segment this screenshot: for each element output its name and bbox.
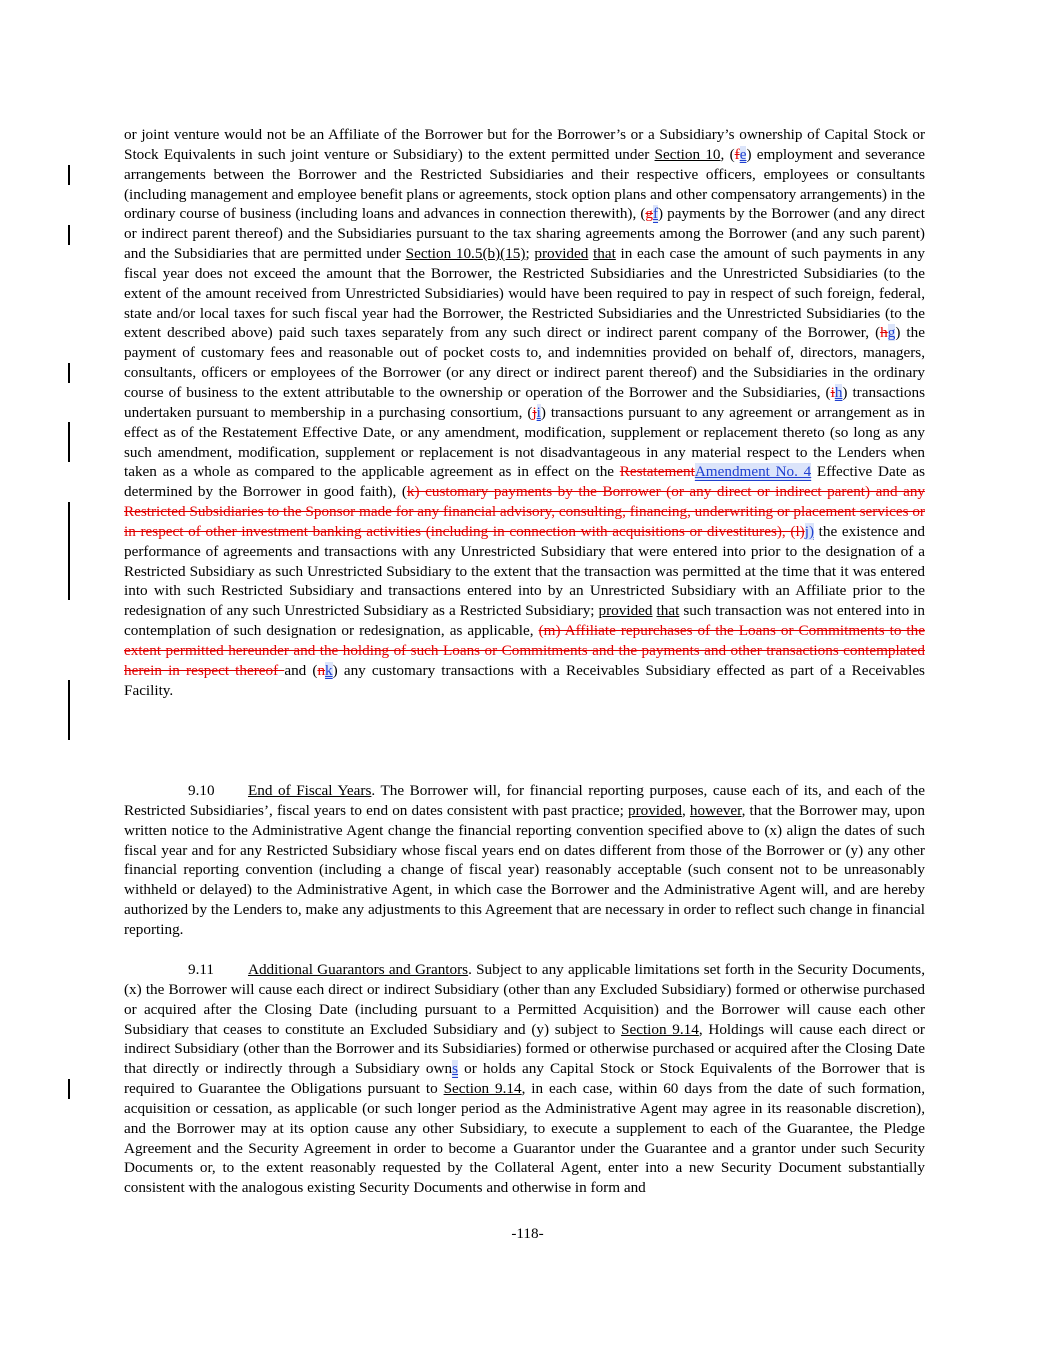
inserted-text: i — [536, 403, 541, 421]
deleted-text: Restatement — [619, 463, 695, 481]
section-reference: Section 10 — [654, 145, 721, 163]
inserted-text: h — [834, 383, 843, 401]
deleted-text: g — [645, 205, 653, 223]
section-9-10: 9.10 End of Fiscal Years. The Borrower will, for financial reporting purposes, cause each of its, and each of the Restricted Subsidiaries’, fiscal years to end on dates consistent with past practice; provided, however, that the Borrower may, upon written notice to the Administrative Agent change the financial reporting convention specified above to (x) align the dates of such fiscal year and for any Restricted Subsidiary whose fiscal years end on dates different from those of the Borrower or (y) any other financial reporting convention (including a change of fiscal year) reasonably acceptable (such consent not to be unreasonably withheld or delayed) to the Administrative Agent, in which case the Borrower and the Administrative Agent will, and are hereby authorized by the Lenders to, make any adjustments to this Agreement that are necessary in order to reflect such change in financial reporting. — [124, 782, 925, 938]
paragraph-affiliate-transactions: or joint venture would not be an Affiliate of the Borrower but for the Borrower’s or a Subsidiary’s ownership of Capital Stock or Stock Equivalents in such joint venture or Subsidiary) to the extent permitted under Section 10, (fe) employment and severance arrangements between the Borrower and the Restricted Subsidiaries and their respective officers, employees or consultants (including management and employee benefit plans or agreements, stock option plans and other compensatory arrangements) in the ordinary course of business (including loans and advances in connection therewith), (gf) payments by the Borrower (and any direct or indirect parent thereof) and the Subsidiaries pursuant to the tax sharing agreements among the Borrower (and any such parent) and the Subsidiaries that are permitted under Section 10.5(b)(15); provided that in each case the amount of such payments in any fiscal year does not exceed the amount that the Borrower, the Restricted Subsidiaries and the Unrestricted Subsidiaries (to the extent of the amount received from Unrestricted Subsidiaries) would have been required to pay in respect of such foreign, federal, state and/or local taxes for such fiscal year had the Borrower, the Restricted Subsidiaries and the Unrestricted Subsidiaries (to the extent described above) paid such taxes separately from any such direct or indirect parent company of the Borrower, (hg) the payment of customary fees and reasonable out of pocket costs to, and indemnities provided on behalf of, directors, managers, consultants, officers or employees of the Borrower (or any direct or indirect parent thereof) and the Subsidiaries in the ordinary course of business to the extent attributable to the ownership or operation of the Borrower and the Subsidiaries, (ih) transactions undertaken pursuant to membership in a purchasing consortium, (ji) transactions pursuant to any agreement or arrangement as in effect as of the Restatement Effective Date, or any amendment, modification, supplement or replacement thereto (so long as any such amendment, modification, supplement or replacement is not disadvantageous in any material respect to the Lenders when taken as a whole as compared to the applicable agreement as in effect on the RestatementAmendment No. 4 Effective Date as determined by the Borrower in good faith), (k) customary payments by the Borrower (or any direct or indirect parent) and any Restricted Subsidiaries to the Sponsor made for any financial advisory, consulting, financing, underwriting or placement services or in respect of other investment banking activities (including in connection with acquisitions or divestitures), (l)j) the existence and performance of agreements and transactions with any Unrestricted Subsidiary that were entered into prior to the designation of a Restricted Subsidiary as such Unrestricted Subsidiary to the extent that the transaction was permitted at the time that it was entered into with such Restricted Subsidiary and transactions entered into by an Unrestricted Subsidiary with an Affiliate prior to the redesignation of any such Unrestricted Subsidiary as a Restricted Subsidiary; provided that such transaction was not entered into in contemplation of such designation or redesignation, as applicable, (m) Affiliate repurchases of the Loans or Commitments to the extent permitted hereunder and the holding of such Loans or Commitments and the payments and other transactions contemplated herein in respect thereof and (nk) any customary transactions with a Receivables Subsidiary effected as part of a Receivables Facility. — [124, 126, 926, 699]
deleted-text: h — [880, 324, 888, 342]
inserted-text: f — [652, 205, 659, 223]
change-bar — [68, 422, 70, 462]
section-reference: Section 10.5(b)(15) — [405, 245, 526, 263]
deleted-text: j — [532, 403, 537, 421]
inserted-text: s — [452, 1060, 459, 1078]
section-number: 9.11 — [188, 961, 215, 978]
section-number: 9.10 — [188, 782, 215, 799]
section-title: End of Fiscal Years — [248, 782, 372, 799]
inserted-text: e — [739, 145, 747, 163]
change-bar — [68, 225, 70, 245]
section-title: Additional Guarantors and Grantors — [248, 961, 469, 978]
change-bar — [68, 165, 70, 185]
deleted-text: n — [317, 661, 326, 679]
deleted-text: f — [734, 145, 740, 163]
inserted-text: k — [325, 661, 333, 679]
section-reference: Section 9.14 — [443, 1080, 522, 1098]
deleted-text: (m) Affiliate repurchases of the Loans or Commitments to the extent permitted hereunder and the holding of such Loans or Commitments and the payments and other transactions contemplated herein in respect thereof — [124, 622, 925, 679]
inserted-text: Amendment No. 4 — [694, 463, 812, 481]
change-bar — [68, 1079, 70, 1099]
inserted-text: j) — [804, 522, 814, 540]
change-bar — [68, 680, 70, 740]
change-bar — [68, 502, 70, 600]
change-bar — [68, 363, 70, 383]
section-9-11: 9.11 Additional Guarantors and Grantors. Subject to any applicable limitations set forth in the Security Documents, (x) the Borrower will cause each direct or indirect Subsidiary (other than any Excluded Subsidiary) formed or otherwise purchased or acquired after the Closing Date (including pursuant to a Permitted Acquisition) and the Borrower will cause each other Subsidiary that ceases to constitute an Excluded Subsidiary and (y) subject to Section 9.14, Holdings will cause each direct or indirect Subsidiary (other than the Borrower and its Subsidiaries) formed or otherwise purchased or acquired after the Closing Date that directly or indirectly through a Subsidiary owns or holds any Capital Stock or Stock Equivalents of the Borrower that is required to Guarantee the Obligations pursuant to Section 9.14, in each case, within 60 days from the date of such formation, acquisition or cessation, as applicable (or such longer period as the Administrative Agent may agree in its reasonable discretion), and the Borrower may at its option cause any other Subsidiary, to execute a supplement to each of the Guarantee, the Pledge Agreement and the Security Agreement in order to become a Guarantor under the Guarantee and a grantor under such Security Documents or, to the extent reasonably requested by the Collateral Agent, enter into a new Security Document substantially consistent with the analogous existing Security Documents and otherwise in form and — [124, 961, 926, 1197]
page-number: -118- — [511, 1225, 544, 1242]
inserted-text: g — [887, 324, 896, 342]
deleted-text: i — [830, 383, 835, 401]
deleted-text: k) customary payments by the Borrower (or any direct or indirect parent) and any Restricted Subsidiaries to the Sponsor made for any financial advisory, consulting, financing, underwriting or placement services or in respect of other investment banking activities (including in connection with acquisitions or divestitures), (l) — [124, 483, 926, 540]
section-reference: Section 9.14 — [621, 1020, 699, 1038]
